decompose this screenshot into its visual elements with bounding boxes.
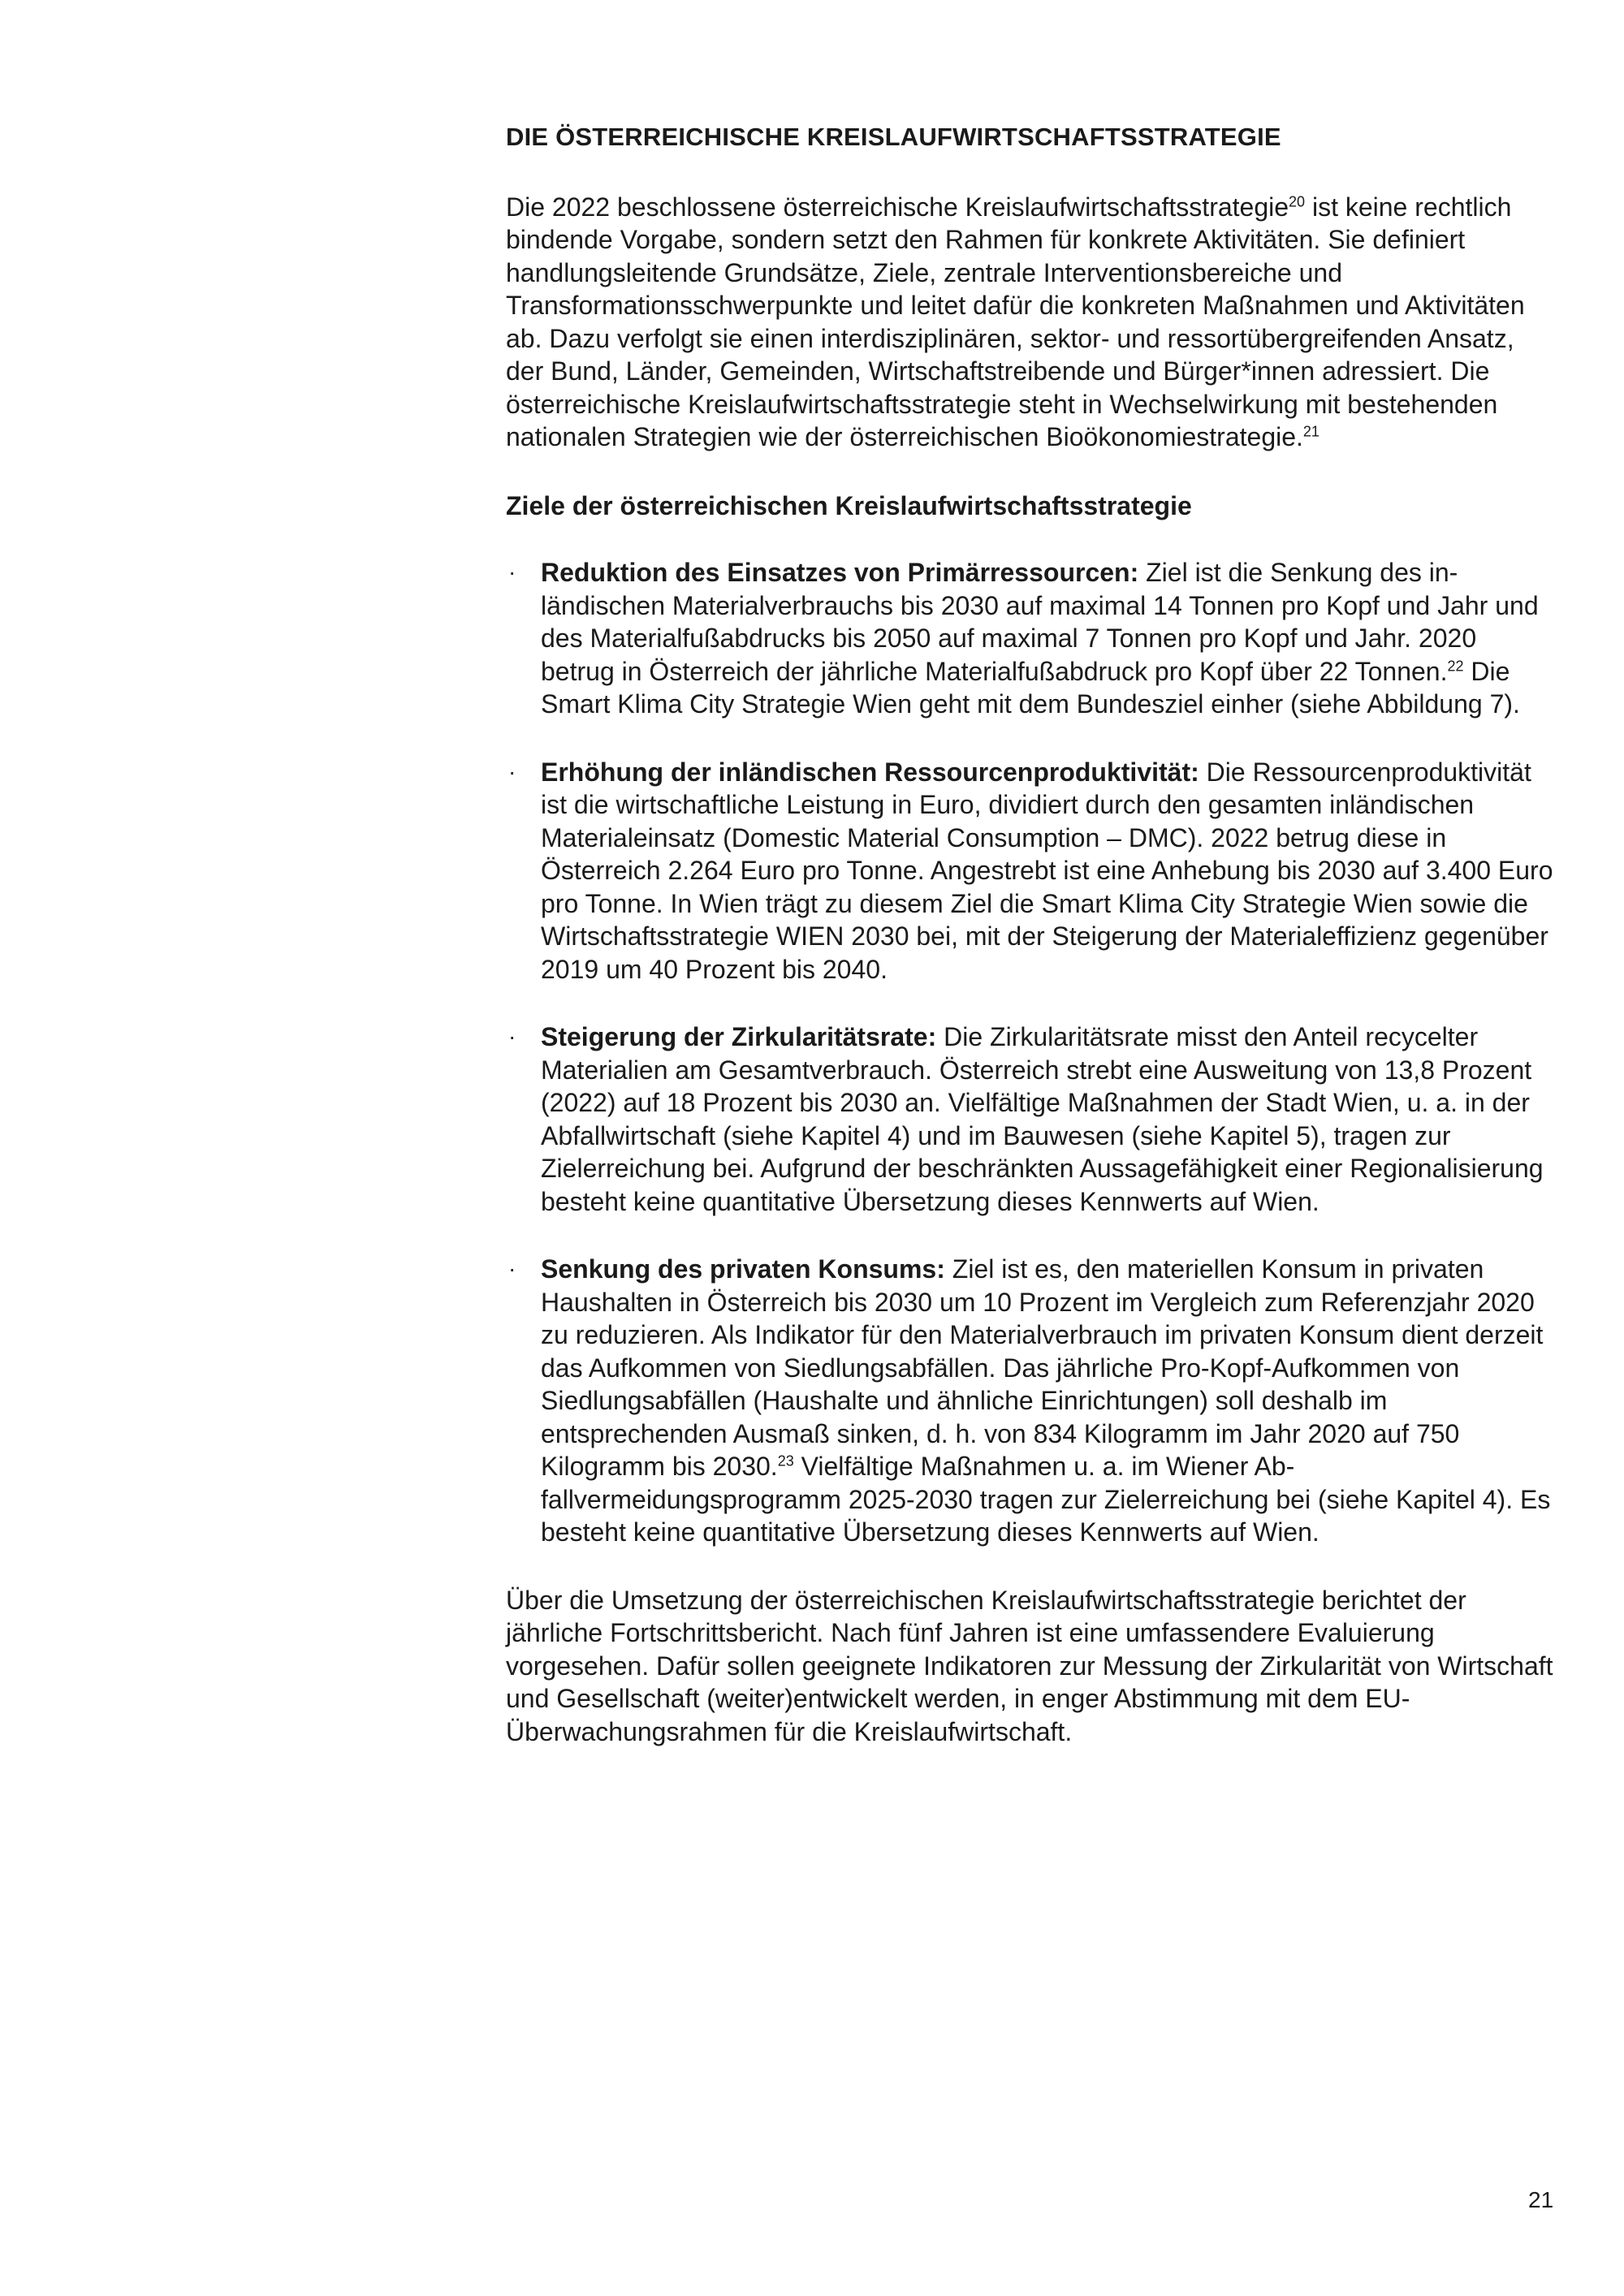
- goal-text: Ziel ist die Senkung des inländischen Materialverbrauchs bis 2030 auf maximal 14 Tonnen pro Kopf und Jahr und des Materialfußabdrucks bis 2050 auf maximal 7 Tonnen pro Kopf und Jahr. 2020 betrug in Österreich der jährliche Materialfußabdruck pro Kopf über 22 Tonnen.: [541, 558, 1539, 686]
- goals-subheading: Ziele der österreichischen Kreislaufwirtschaftsstrategie: [506, 490, 1192, 520]
- goals-list: [506, 556, 1553, 1549]
- goal-text: Die Zirkularitätsrate misst den Anteil recycelter Materialien am Gesamtverbrauch. Österreich strebt eine Ausweitung von 13,8 Prozent (2022) auf 18 Prozent bis 2030 an. Vielfältige Maßnahmen der Stadt Wien, u. a. in der Abfallwirtschaft (siehe Kapitel 4) und im Bauwesen (siehe Kapitel 5), tragen zur Zielerreichung bei. Aufgrund der beschränkten Aussagefähigkeit einer Regionalisierung besteht keine quantitative Übersetzung dieses Kennwerts auf Wien.: [541, 1022, 1544, 1216]
- section-heading: DIE ÖSTERREICHISCHE KREISLAUFWIRTSCHAFTSSTRATEGIE: [506, 123, 1281, 151]
- bullet-icon: ·: [508, 1024, 516, 1050]
- page-content: [506, 122, 1553, 1748]
- bullet-icon: ·: [508, 758, 516, 784]
- page-number: 21: [1528, 2187, 1554, 2212]
- intro-text-2: ist keine rechtlich bindende Vorgabe, sondern setzt den Rahmen für konkrete Aktivitäten. Sie definiert handlungsleitende Grundsätze, Ziele, zentrale Interventionsbereiche und Transformationsschwerpunkte und leitet dafür die konkreten Maßnahmen und Aktivitäten ab. Dazu verfolgt sie einen interdisziplinären, sektor- und ressortübergreifenden Ansatz, der Bund, Länder, Gemeinden, Wirtschaftstreibende und Bürger*innen adressiert. Die österreichische Kreislaufwirtschaftsstrategie steht in Wechselwirkung mit bestehenden nationalen Strategien wie der österreichischen Bioökonomiestrategie.: [506, 192, 1525, 452]
- goal-text-continued: Vielfältige Maßnahmen u. a. im Wiener Abfallvermeidungsprogramm 2025-2030 tragen zur Zielerreichung bei (siehe Kapitel 4). Es besteht keine quantitative Übersetzung dieses Kennwerts auf Wien.: [541, 1452, 1551, 1547]
- goal-item: [506, 1021, 1553, 1218]
- intro-paragraph: [506, 191, 1553, 454]
- goal-term: Reduktion des Einsatzes von Primärressourcen:: [541, 558, 1139, 588]
- closing-paragraph: Über die Umsetzung der österreichischen Kreislaufwirtschaftsstrategie berichtet der jährliche Fortschrittsbericht. Nach fünf Jahren ist eine umfassendere Evaluierung vorgesehen. Dafür sollen geeignete Indikatoren zur Messung der Zirkularität von Wirtschaft und Gesellschaft (weiter)entwickelt werden, in enger Abstimmung mit dem EU-Überwachungsrahmen für die Kreislaufwirtschaft.: [506, 1585, 1553, 1746]
- goal-term: Senkung des privaten Konsums:: [541, 1254, 945, 1284]
- goal-item: [506, 556, 1553, 721]
- footnote-ref-22: 22: [1447, 658, 1464, 675]
- footnote-ref-20: 20: [1289, 193, 1306, 210]
- goal-item: [506, 756, 1553, 986]
- footnote-ref-23: 23: [777, 1452, 794, 1470]
- goal-term: Steigerung der Zirkularitätsrate:: [541, 1022, 937, 1052]
- goal-item: [506, 1253, 1553, 1549]
- intro-text-1: Die 2022 beschlossene österreichische Kreislaufwirtschaftsstrategie: [506, 192, 1289, 222]
- goal-text: Die Ressourcenproduktivität ist die wirtschaftliche Leistung in Euro, dividiert durch den gesamten inländischen Materialeinsatz (Domestic Material Consumption – DMC). 2022 betrug diese in Österreich 2.264 Euro pro Tonne. Angestrebt ist eine Anhebung bis 2030 auf 3.400 Euro pro Tonne. In Wien trägt zu diesem Ziel die Smart Klima City Strategie Wien sowie die Wirtschaftsstrategie WIEN 2030 bei, mit der Steigerung der Materialeffizienz gegenüber 2019 um 40 Prozent bis 2040.: [541, 757, 1553, 984]
- goal-term: Erhöhung der inländischen Ressourcenproduktivität:: [541, 757, 1199, 787]
- bullet-icon: ·: [508, 1256, 516, 1282]
- footnote-ref-21: 21: [1302, 423, 1320, 440]
- goal-text: Ziel ist es, den materiellen Konsum in privaten Haushalten in Österreich bis 2030 um 10 Prozent im Vergleich zum Referenzjahr 2020 zu reduzieren. Als Indikator für den Materialverbrauch im privaten Konsum dient derzeit das Aufkommen von Siedlungsabfällen. Das jährliche Pro-Kopf-Aufkommen von Siedlungsabfällen (Haushalte und ähnliche Einrichtungen) soll deshalb im entsprechenden Ausmaß sinken, d. h. von 834 Kilogramm im Jahr 2020 auf 750 Kilogramm bis 2030.: [541, 1254, 1544, 1482]
- goal-text-continued: Die Smart Klima City Strategie Wien geht mit dem Bundesziel einher (siehe Abbildung 7).: [541, 656, 1520, 719]
- bullet-icon: ·: [508, 559, 516, 585]
